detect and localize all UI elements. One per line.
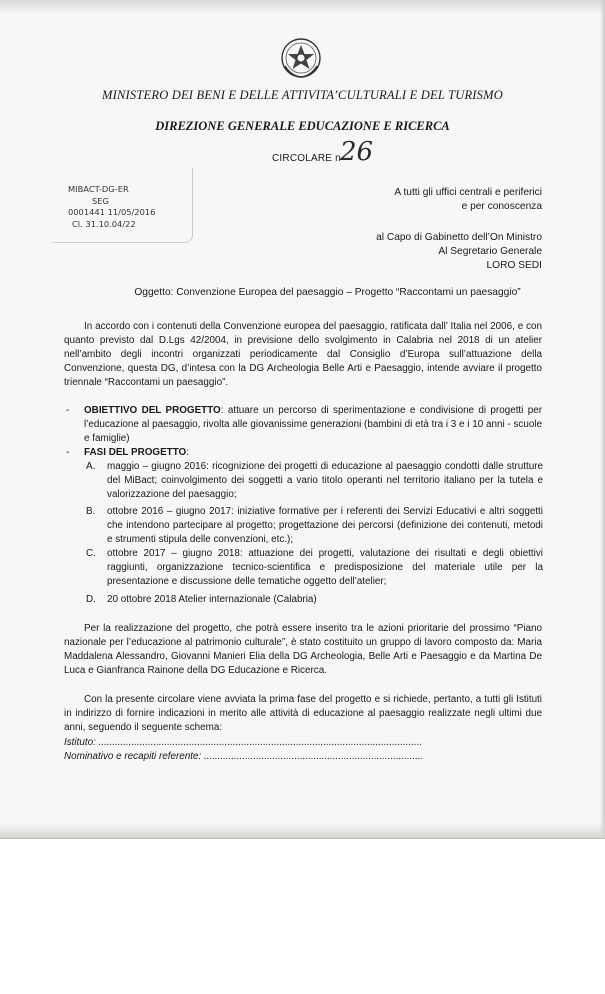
request-paragraph: Con la presente circolare viene avviata la prima fase del progetto e si richiede, pertanto, a tutti gli Istituti in indirizzo di fornire indicazioni in merito alle attività di educazione al paesaggio realizzate negli ultimi due anni, seguendo il seguente schema: (64, 694, 542, 733)
phases-label: FASI DEL PROGETTO (84, 447, 187, 458)
bullet-dash: - (66, 447, 70, 458)
phase-item (86, 547, 543, 589)
italian-republic-emblem-icon (279, 36, 323, 80)
phase-text: 20 ottobre 2018 Atelier internazionale (Calabria) (107, 594, 317, 605)
protocol-line: Cl. 31.10.04/22 (72, 218, 136, 229)
phase-letter: B. (86, 506, 96, 517)
phase-text: ottobre 2016 – giugno 2017: iniziative formative per i referenti dei Servizi Educativi e altri soggetti che intendono partecipare al progetto; progettazione dei percorsi (definizione dei contenuti, metodi e strumenti stipula delle convenzioni, etc.); (107, 506, 543, 545)
cc-line: Al Segretario Generale (438, 246, 542, 257)
phase-item (86, 460, 543, 502)
phase-item (86, 593, 543, 607)
recipient-line: e per conoscenza (461, 201, 542, 212)
phase-item (86, 505, 543, 547)
phase-letter: D. (86, 594, 96, 605)
subject-line: Oggetto: Convenzione Europea del paesaggio – Progetto “Raccontami un paesaggio” (134, 287, 521, 298)
istituto-field: Istituto: ...................................................................................................................... (64, 737, 423, 748)
scan-shadow-top (0, 0, 605, 14)
phase-letter: C. (86, 548, 96, 559)
cc-line: al Capo di Gabinetto dell’On Ministro (376, 232, 542, 243)
realization-paragraph: Per la realizzazione del progetto, che potrà essere inserito tra le azioni prioritarie del prossimo “Piano nazionale per l’educazione al patrimonio culturale”, è stato costituito un gruppo di lavoro composto da: Maria Maddalena Alessandro, Giovanni Manieri Elia della DG Archeologia, Belle Arti e Paesaggio e da Martina De Luca e Gianfranca Rainone della DG Educazione e Ricerca. (64, 623, 542, 676)
protocol-stamp (68, 184, 188, 230)
referente-field: Nominativo e recapiti referente: ................................................................................ (64, 751, 424, 762)
objective-bullet (66, 404, 542, 446)
phase-text: maggio – giugno 2016: ricognizione dei progetti di educazione al paesaggio condotti dalle strutture del MiBact; coinvolgimento dei soggetti a vario titolo operanti nel territorio italiano per la tutela e valorizzazione del paesaggio; (107, 461, 543, 500)
cc-line: LORO SEDI (486, 260, 542, 271)
objective-text: : attuare un percorso di sperimentazione e condivisione di progetti per l’educazione al paesaggio, rivolta alle giovanissime generazioni (bambini di età tra i 3 e i 10 anni - scuole e famiglie) (84, 405, 542, 444)
intro-paragraph: In accordo con i contenuti della Convenzione europea del paesaggio, ratificata dall’ Italia nel 2006, e con quanto previsto dal D.Lgs 42/2004, in previsione dello svolgimento in Calabria nel 2018 di un atelier nell’ambito degli incontri organizzati periodicamente dal Consiglio d’Europa sull’attuazione della Convenzione, questa DG, d’intesa con la DG Archeologia Belle Arti e Paesaggio, intende avviare il progetto triennale “Raccontami un paesaggio”. (64, 321, 542, 388)
directorate-heading: DIREZIONE GENERALE EDUCAZIONE E RICERCA (155, 119, 450, 133)
circolare-label: CIRCOLARE n (272, 153, 341, 164)
phases-bullet: - FASI DEL PROGETTO: (66, 447, 189, 458)
phase-text: ottobre 2017 – giugno 2018: attuazione dei progetti, valutazione dei risultati e degli obiettivi raggiunti, organizzazione tecnico-scientifica e predisposizione del materiale utile per la presentazione e discussione delle tematiche oggetto dell’atelier; (107, 548, 543, 587)
objective-label: OBIETTIVO DEL PROGETTO (84, 405, 221, 416)
phase-letter: A. (86, 461, 96, 472)
protocol-line: SEG (92, 195, 109, 206)
bullet-dash: - (66, 405, 70, 416)
circolare-number: 26 (340, 137, 374, 167)
recipient-line: A tutti gli uffici centrali e periferici (394, 187, 542, 198)
ministry-heading: MINISTERO DEI BENI E DELLE ATTIVITA’CULTURALI E DEL TURISMO (102, 88, 503, 102)
scan-shadow-bottom (0, 822, 605, 838)
protocol-line: MIBACT-DG-ER (68, 184, 129, 194)
protocol-line: 0001441 11/05/2016 (68, 207, 156, 217)
